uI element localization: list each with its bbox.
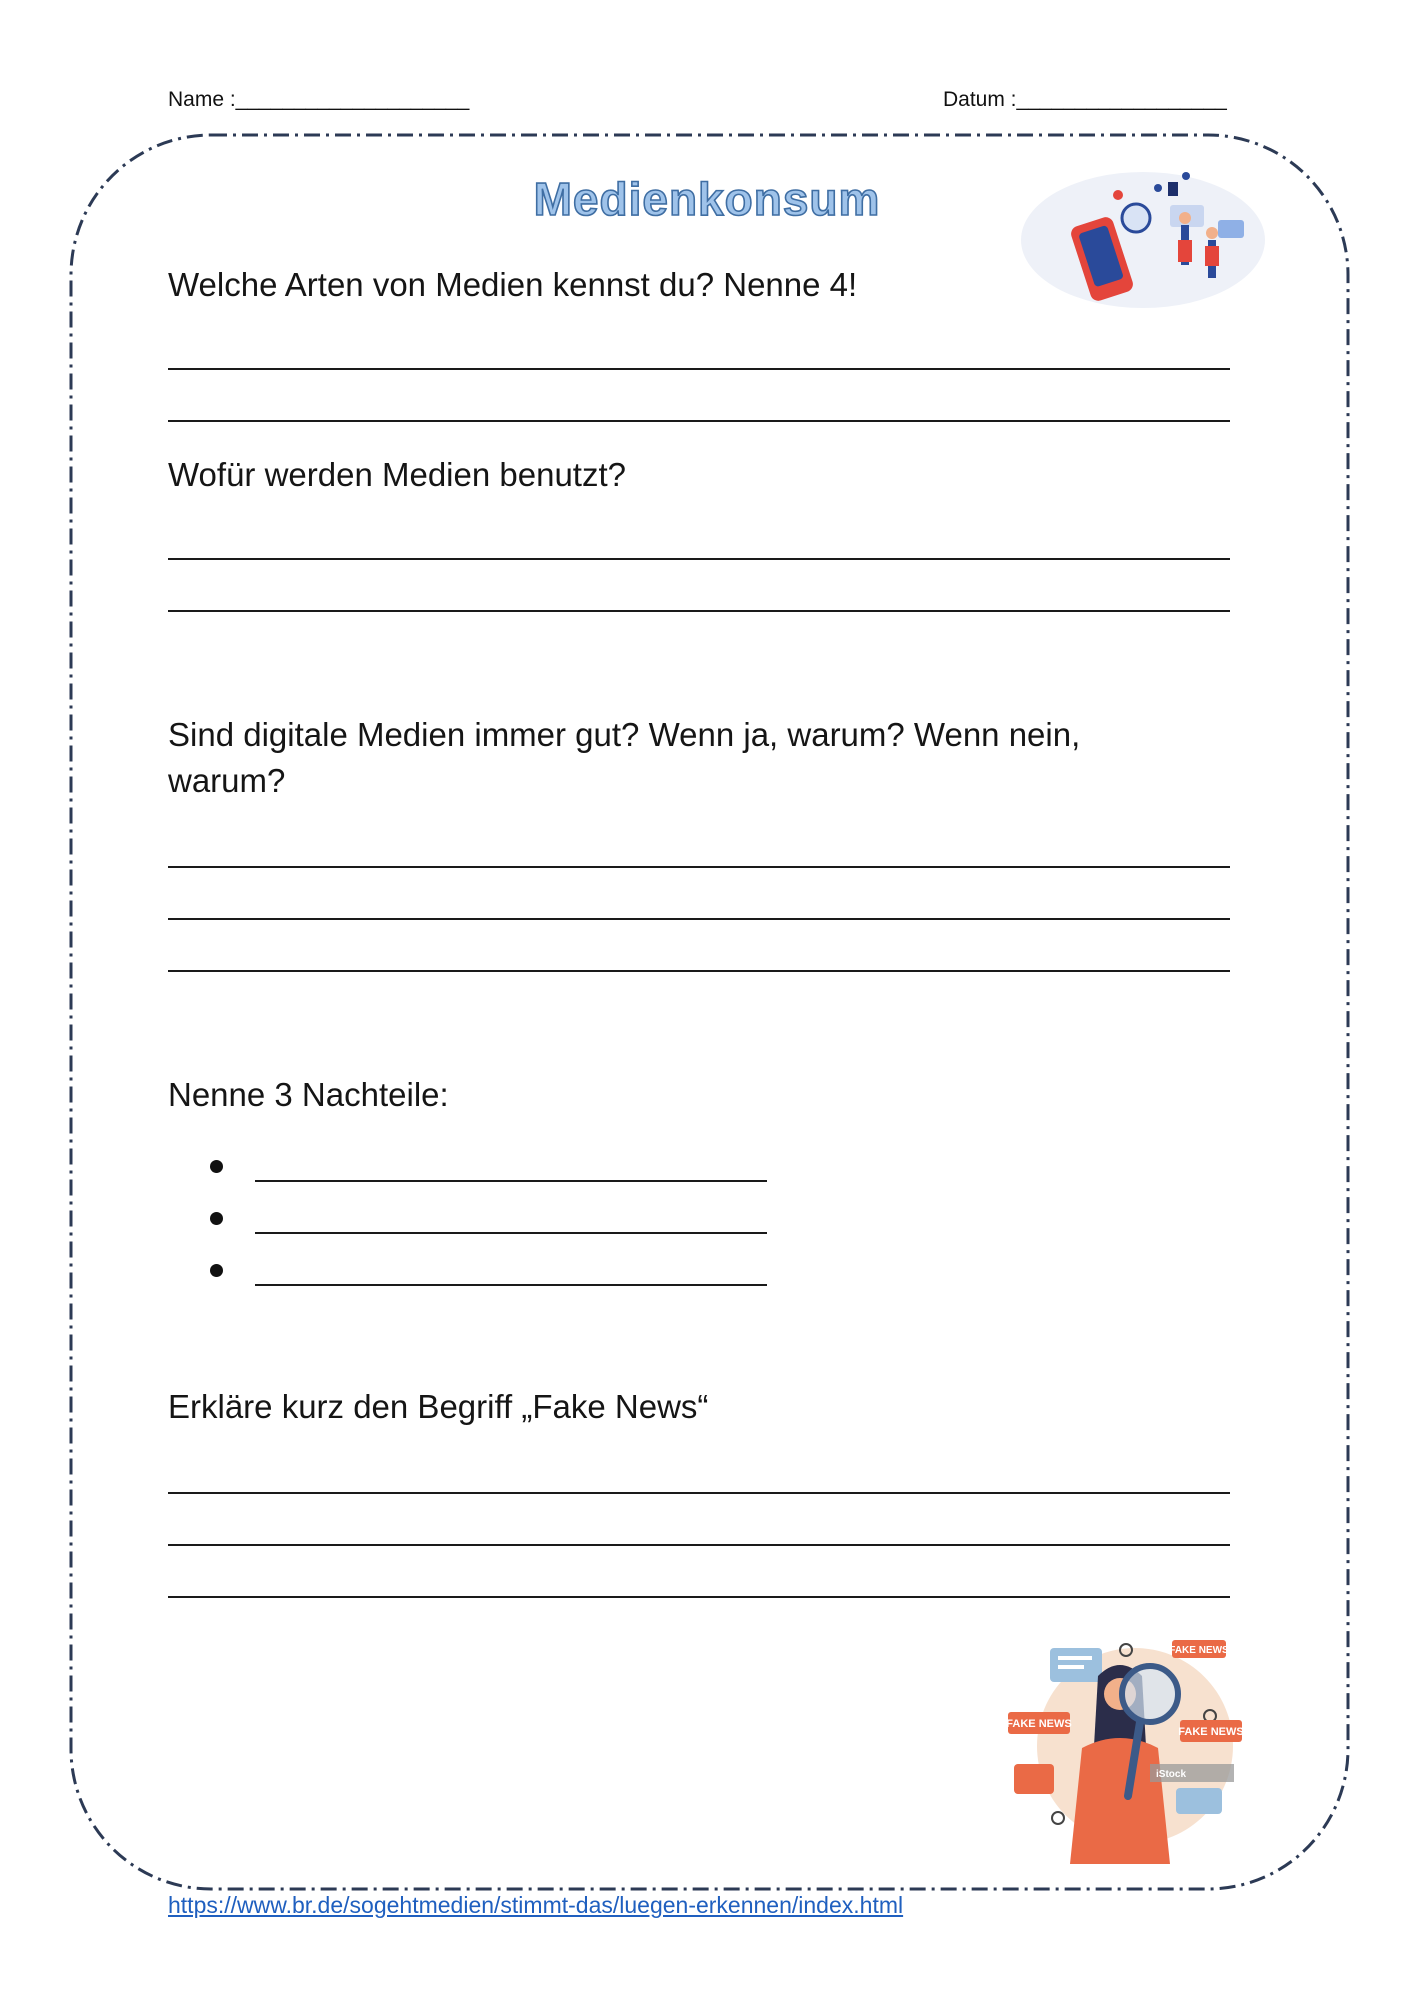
fake-news-magnifier-illustration <box>1000 1636 1270 1876</box>
answer-line[interactable] <box>255 1180 767 1182</box>
bullet-icon <box>210 1264 223 1277</box>
answer-line[interactable] <box>168 420 1230 422</box>
question-1: Welche Arten von Medien kennst du? Nenne 4! <box>168 266 858 303</box>
bullet-list <box>210 1140 767 1296</box>
dashed-frame <box>68 132 1351 1892</box>
answer-line[interactable] <box>168 1544 1230 1546</box>
answer-line[interactable] <box>168 970 1230 972</box>
answer-line[interactable] <box>255 1232 767 1234</box>
answer-line[interactable] <box>168 918 1230 920</box>
bullet-icon <box>210 1160 223 1173</box>
question-4: Nenne 3 Nachteile: <box>168 1076 449 1113</box>
question-5: Erkläre kurz den Begriff „Fake News“ <box>168 1388 709 1425</box>
list-item <box>210 1140 767 1192</box>
fake-news-badge: FAKE NEWS <box>1169 1645 1229 1656</box>
answer-line[interactable] <box>168 1492 1230 1494</box>
watermark: iStock <box>1156 1769 1187 1780</box>
answer-line[interactable] <box>168 866 1230 868</box>
list-item <box>210 1192 767 1244</box>
question-2: Wofür werden Medien benutzt? <box>168 456 626 493</box>
source-link[interactable]: https://www.br.de/sogehtmedien/stimmt-das/luegen-erkennen/index.html <box>168 1892 904 1918</box>
question-3: Sind digitale Medien immer gut? Wenn ja, warum? Wenn nein, warum? <box>168 716 1081 799</box>
answer-line[interactable] <box>168 1596 1230 1598</box>
fake-news-badge: FAKE NEWS <box>1178 1726 1244 1738</box>
list-item <box>210 1244 767 1296</box>
answer-line[interactable] <box>168 368 1230 370</box>
answer-line[interactable] <box>255 1284 767 1286</box>
bullet-icon <box>210 1212 223 1225</box>
page-title: Medienkonsum <box>533 173 881 225</box>
answer-line[interactable] <box>168 558 1230 560</box>
fake-news-badge: FAKE NEWS <box>1006 1718 1072 1730</box>
media-people-illustration <box>1018 160 1268 310</box>
date-field: Datum :__________________ <box>943 88 1227 111</box>
answer-line[interactable] <box>168 610 1230 612</box>
name-field: Name :____________________ <box>168 88 470 111</box>
